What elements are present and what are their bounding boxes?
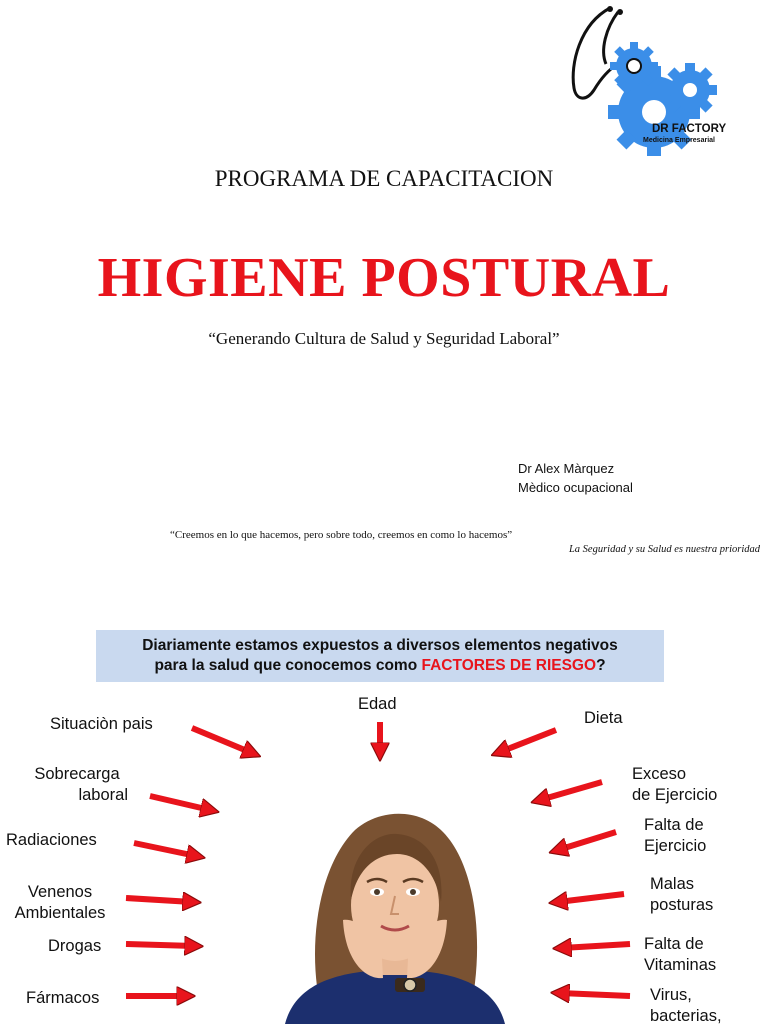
factor-drogas: Drogas bbox=[48, 937, 102, 955]
arrow-situacion bbox=[192, 728, 252, 753]
arrow-falta-ejercicio bbox=[558, 832, 616, 850]
gear-icon bbox=[663, 63, 717, 117]
factor-edad: Edad bbox=[358, 695, 397, 713]
factor-malas-posturas: Malas posturas bbox=[650, 875, 714, 914]
author-role: Mèdico ocupacional bbox=[518, 480, 633, 495]
subtitle: “Generando Cultura de Salud y Seguridad Laboral” bbox=[208, 329, 560, 348]
logo-name: DR FACTORY bbox=[652, 123, 727, 135]
risk-factors-slide bbox=[0, 610, 768, 1024]
gear-icon bbox=[610, 42, 658, 90]
arrow-drogas bbox=[126, 944, 194, 946]
factor-venenos-ambientales: Venenos Ambientales bbox=[14, 883, 106, 922]
factor-situacion-pais: Situaciòn pais bbox=[50, 715, 153, 733]
arrow-radiaciones bbox=[134, 843, 196, 856]
risk-highlight: FACTORES DE RIESGO bbox=[421, 657, 597, 674]
quote: “Creemos en lo que hacemos, pero sobre todo, creemos en como lo hacemos” bbox=[170, 529, 513, 541]
header-line-1: Diariamente estamos expuestos a diversos elementos negativos bbox=[142, 637, 618, 654]
factor-radiaciones: Radiaciones bbox=[6, 831, 97, 849]
arrow-virus bbox=[560, 993, 630, 996]
motto: La Seguridad y su Salud es nuestra prioridad bbox=[568, 544, 760, 555]
arrow-dieta bbox=[500, 730, 556, 752]
header-line-2: para la salud que conocemos como FACTORES DE RIESGO? bbox=[154, 657, 606, 674]
logo-tagline: Medicina Empresarial bbox=[643, 137, 715, 144]
arrow-venenos bbox=[126, 898, 192, 902]
program-heading: PROGRAMA DE CAPACITACION bbox=[214, 166, 554, 191]
factor-exceso-ejercicio: Exceso de Ejercicio bbox=[632, 765, 718, 804]
author-block bbox=[518, 459, 633, 497]
arrow-malas-posturas bbox=[558, 894, 624, 902]
author-name: Dr Alex Màrquez bbox=[518, 461, 615, 476]
factor-virus-bacterias: Virus, bacterias, bbox=[650, 986, 722, 1024]
arrow-sobrecarga bbox=[150, 796, 210, 810]
arrow-exceso bbox=[540, 782, 602, 800]
factor-farmacos: Fármacos bbox=[26, 989, 100, 1007]
factor-falta-vitaminas: Falta de Vitaminas bbox=[644, 935, 717, 974]
factor-dieta: Dieta bbox=[584, 709, 623, 727]
arrow-falta-vitaminas bbox=[562, 944, 630, 948]
factor-falta-ejercicio: Falta de Ejercicio bbox=[644, 816, 707, 855]
dr-factory-logo bbox=[566, 4, 736, 156]
factor-sobrecarga-laboral: Sobrecarga laboral bbox=[34, 765, 128, 804]
page-title: HIGIENE POSTURAL bbox=[97, 247, 671, 309]
